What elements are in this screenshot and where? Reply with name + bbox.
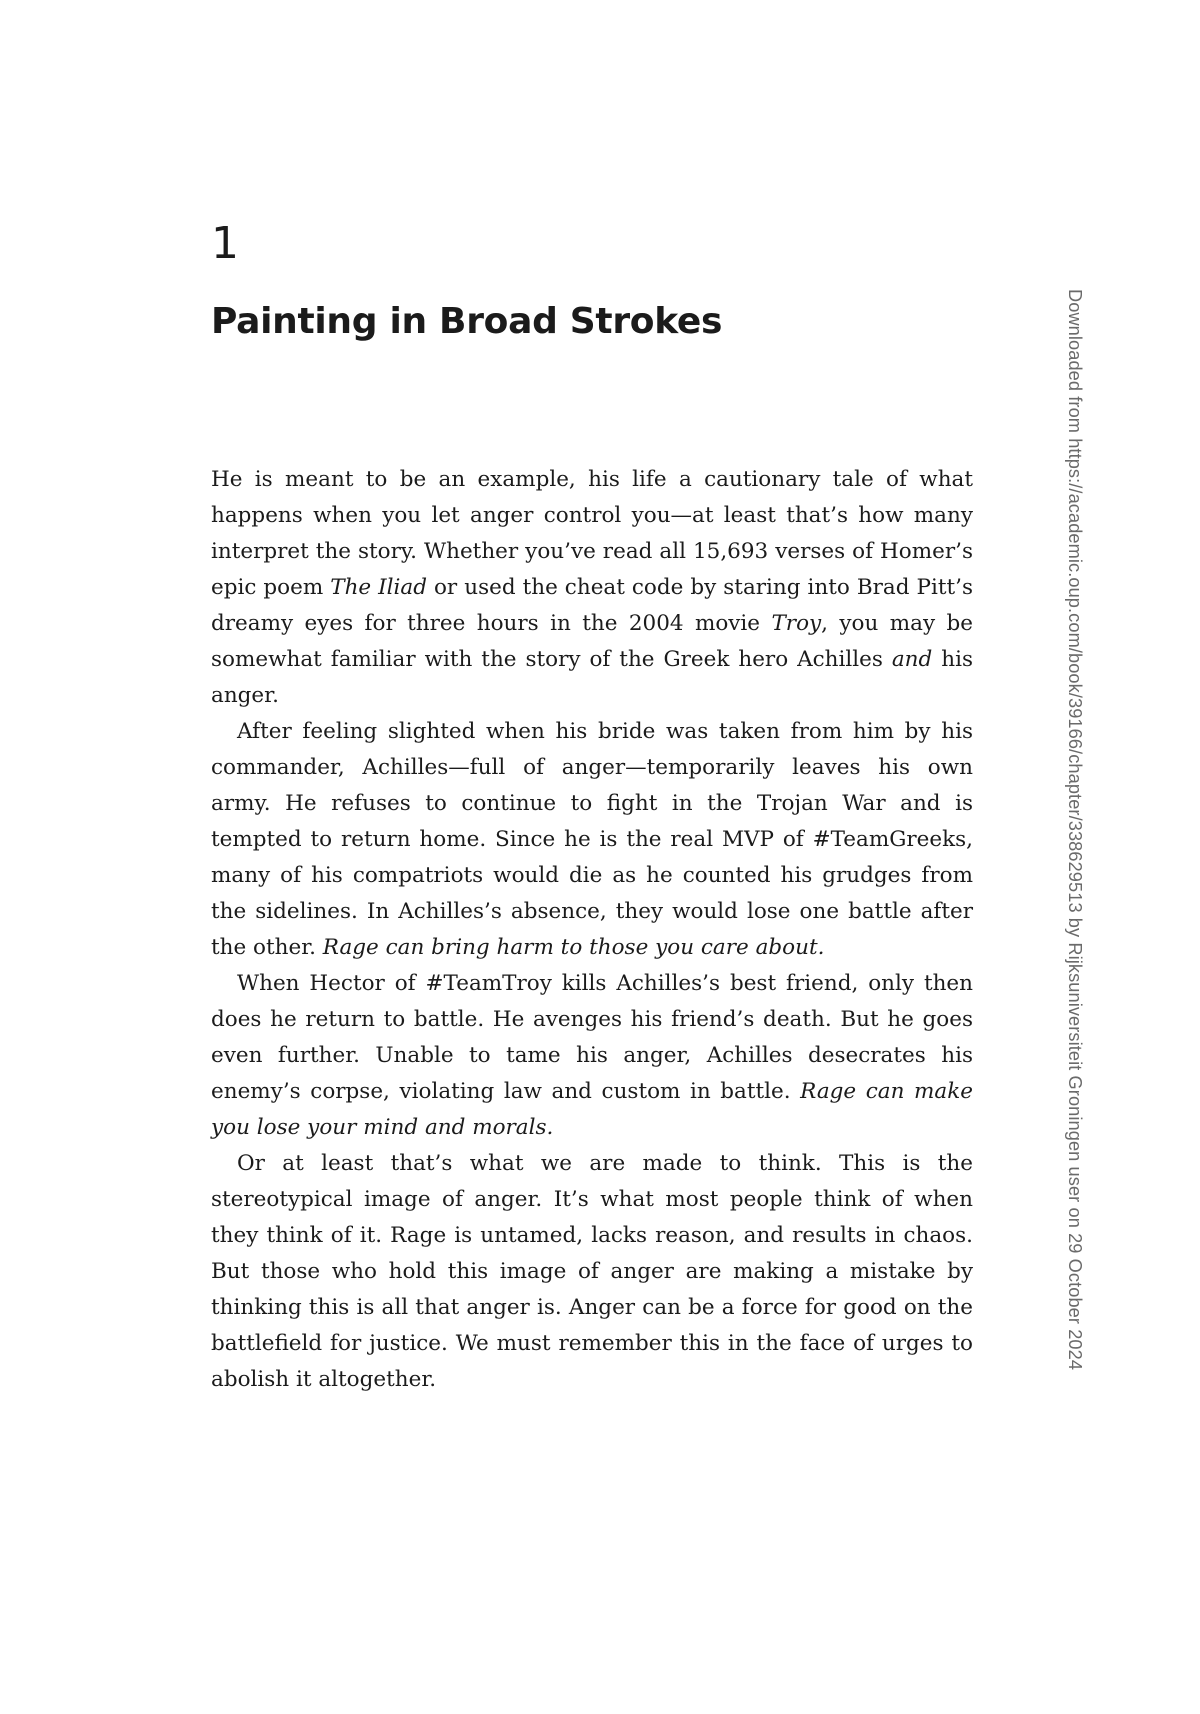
paragraph <box>211 1146 973 1398</box>
italic-text-segment: and <box>891 647 933 672</box>
text-segment: When Hector of #TeamTroy kills Achilles’s best friend, only then does he return to battle. He avenges his friend’s death. But he goes even further. Unable to tame his anger, Achilles desecrates his enemy’s corpse, violating law and custom in battle. <box>211 971 973 1104</box>
italic-text-segment: Rage can bring harm to those you care about. <box>322 935 825 960</box>
chapter-title: Painting in Broad Strokes <box>211 301 723 342</box>
chapter-number: 1 <box>211 218 239 269</box>
text-segment: his anger. <box>211 647 973 708</box>
italic-text-segment: Troy <box>771 611 822 636</box>
paragraph <box>211 714 973 966</box>
paragraph <box>211 462 973 714</box>
text-segment: , you may be somewhat familiar with the story of the Greek hero Achilles <box>211 611 973 672</box>
watermark-text: Downloaded from https://academic.oup.com/book/39166/chapter/338629513 by Rijksuniversiteit Groningen user on 29 October 2024 <box>1065 289 1085 1371</box>
italic-text-segment: The Iliad <box>330 575 427 600</box>
text-segment: or used the cheat code by staring into Brad Pitt’s dreamy eyes for three hours in the 2004 movie <box>211 575 973 636</box>
download-watermark <box>1063 289 1093 1509</box>
text-segment: Or at least that’s what we are made to think. This is the stereotypical image of anger. It’s what most people think of when they think of it. Rage is untamed, lacks reason, and results in chaos. But those who hold this image of anger are making a mistake by thinking this is all that anger is. Anger can be a force for good on the battlefield for justice. We must remember this in the face of urges to abolish it altogether. <box>211 1151 973 1392</box>
text-segment: He is meant to be an example, his life a cautionary tale of what happens when you let anger control you—at least that’s how many interpret the story. Whether you’ve read all 15,693 verses of Homer’s epic poem <box>211 467 973 600</box>
text-segment: After feeling slighted when his bride was taken from him by his commander, Achilles—full of anger—temporarily leaves his own army. He refuses to continue to fight in the Trojan War and is tempted to return home. Since he is the real MVP of #TeamGreeks, many of his compatriots would die as he counted his grudges from the sidelines. In Achilles’s absence, they would lose one battle after the other. <box>211 719 973 960</box>
paragraph <box>211 966 973 1146</box>
chapter-body <box>211 462 973 1398</box>
italic-text-segment: Rage can make you lose your mind and morals. <box>211 1079 973 1140</box>
